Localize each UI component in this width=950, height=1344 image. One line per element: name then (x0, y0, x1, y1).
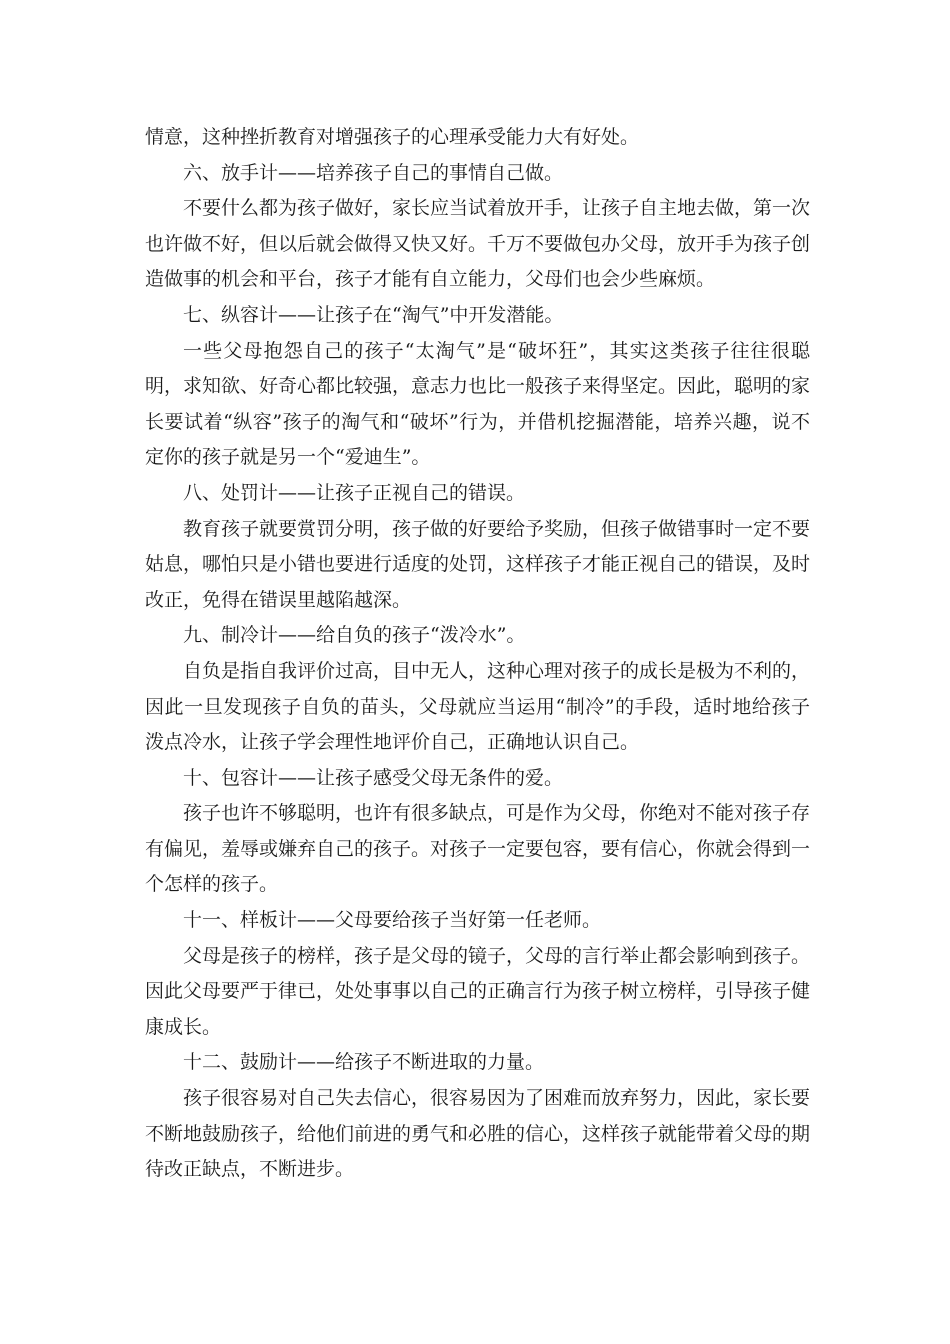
section-body-7: 一些父母抱怨自己的孩子“太淘气”是“破坏狂”，其实这类孩子往往很聪明，求知欲、好奇心都比较强，意志力也比一般孩子来得坚定。因此，聪明的家长要试着“纵容”孩子的淘气和“破坏”行为，并借机挖掘潜能，培养兴趣，说不定你的孩子就是另一个“爱迪生”。 (145, 339, 811, 469)
paragraph-continuation: 情意，这种挫折教育对增强孩子的心理承受能力大有好处。 (145, 126, 640, 148)
document-body (145, 120, 810, 1188)
section-body-9: 自负是指自我评价过高，目中无人，这种心理对孩子的成长是极为不利的，因此一旦发现孩子自负的苗头，父母就应当运用“制冷”的手段，适时地给孩子泼点冷水，让孩子学会理性地评价自己，正确地认识自己。 (145, 659, 811, 754)
section-heading-9: 九、制冷计——给自负的孩子“泼冷水”。 (183, 624, 526, 647)
section-heading-12: 十二、鼓励计——给孩子不断进取的力量。 (183, 1051, 545, 1074)
section-body-10: 孩子也许不够聪明，也许有很多缺点，可是作为父母，你绝对不能对孩子存有偏见，羞辱或嫌弃自己的孩子。对孩子一定要包容，要有信心，你就会得到一个怎样的孩子。 (145, 802, 811, 896)
section-heading-8: 八、处罚计——让孩子正视自己的错误。 (183, 481, 526, 504)
section-heading-6: 六、放手计——培养孩子自己的事情自己做。 (183, 161, 564, 184)
section-heading-11: 十一、样板计——父母要给孩子当好第一任老师。 (183, 909, 602, 932)
section-body-12: 孩子很容易对自己失去信心，很容易因为了困难而放弃努力，因此，家长要不断地鼓励孩子，给他们前进的勇气和必胜的信心，这样孩子就能带着父母的期待改正缺点，不断进步。 (145, 1087, 811, 1181)
section-heading-7: 七、纵容计——让孩子在“淘气”中开发潜能。 (183, 303, 564, 326)
section-heading-10: 十、包容计——让孩子感受父母无条件的爱。 (183, 766, 564, 789)
section-body-8: 教育孩子就要赏罚分明，孩子做的好要给予奖励，但孩子做错事时一定不要姑息，哪怕只是小错也要进行适度的处罚，这样孩子才能正视自己的错误，及时改正，免得在错误里越陷越深。 (145, 517, 811, 611)
section-body-11: 父母是孩子的榜样，孩子是父母的镜子，父母的言行举止都会影响到孩子。因此父母要严于律已，处处事事以自己的正确言行为孩子树立榜样，引导孩子健康成长。 (145, 944, 811, 1038)
section-body-6: 不要什么都为孩子做好，家长应当试着放开手，让孩子自主地去做，第一次也许做不好，但以后就会做得又快又好。千万不要做包办父母，放开手为孩子创造做事的机会和平台，孩子才能有自立能力，父母们也会少些麻烦。 (145, 197, 811, 291)
